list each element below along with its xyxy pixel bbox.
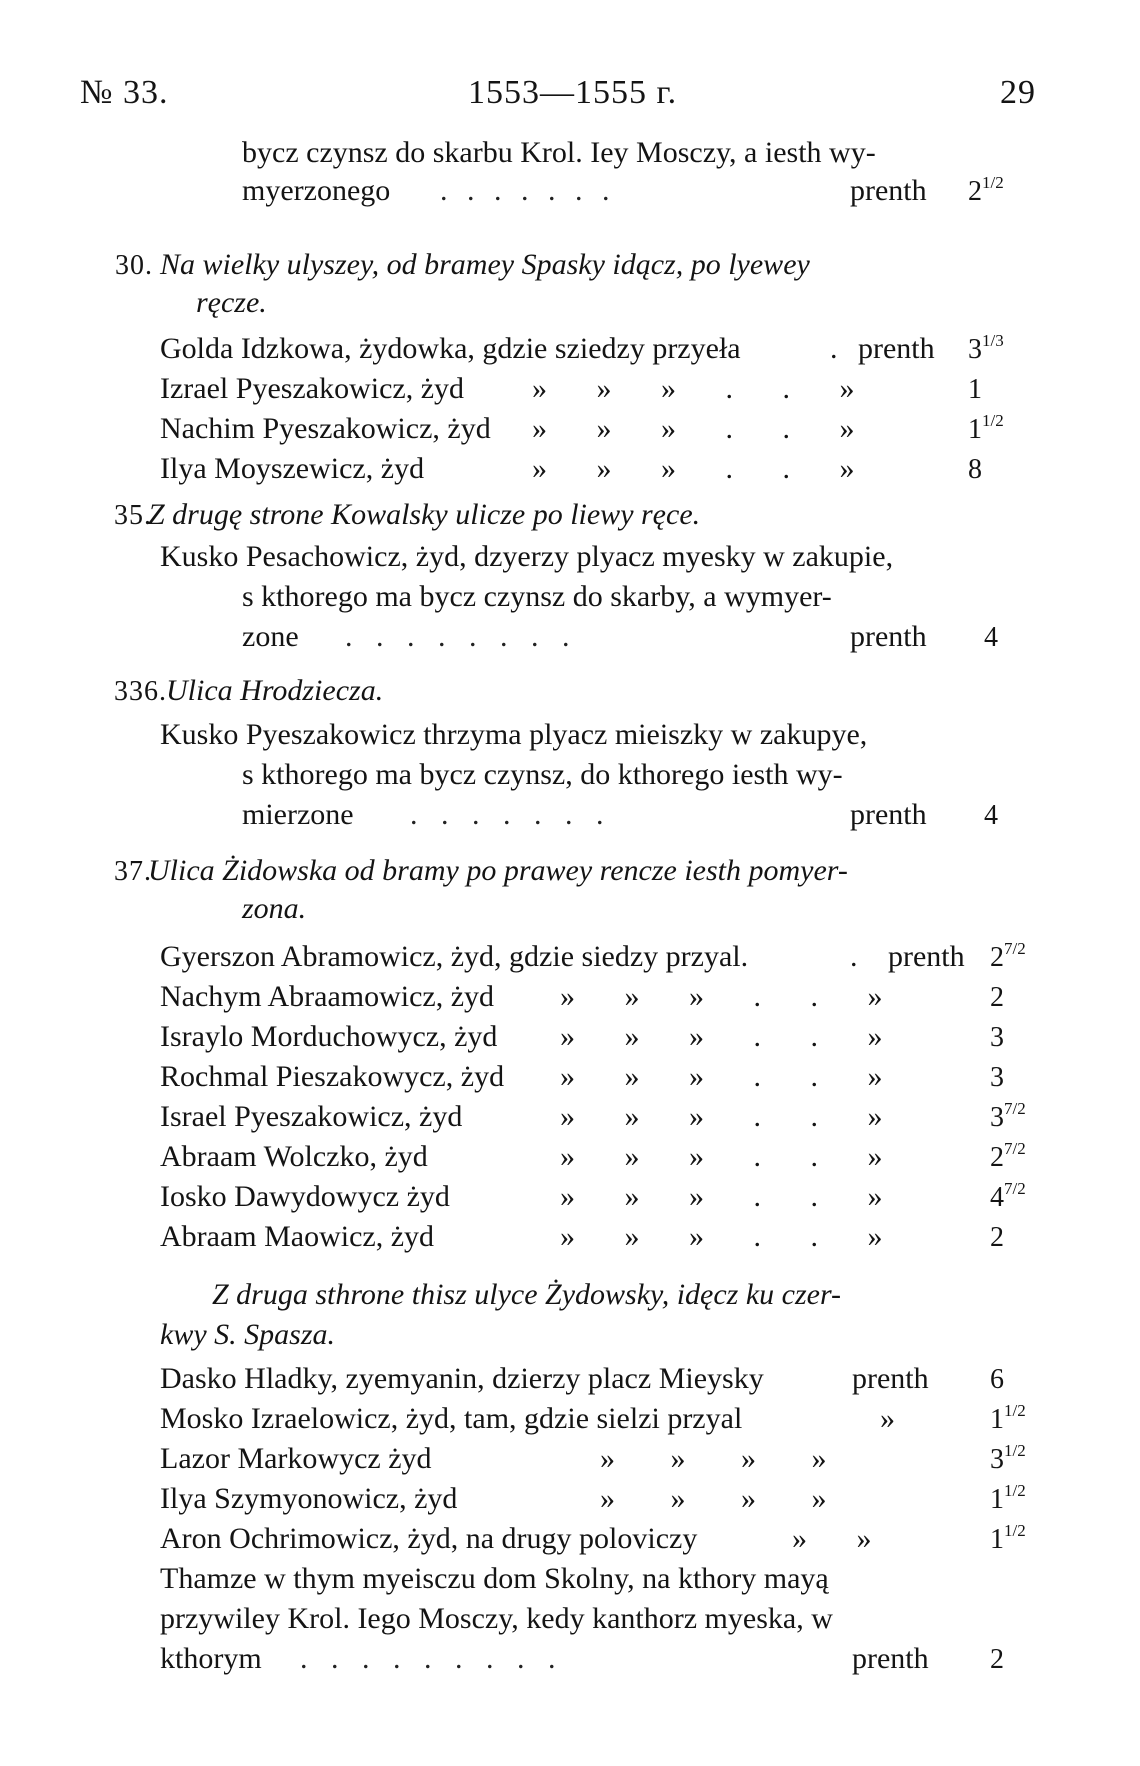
text-line: Abraam Wolczko, żyd bbox=[160, 1140, 428, 1173]
text-line: Dasko Hladky, zyemyanin, dzierzy placz Mieysky bbox=[160, 1362, 764, 1395]
text-line: Kusko Pesachowicz, żyd, dzyerzy plyacz myesky w zakupie, bbox=[160, 540, 894, 573]
ditto-marks: » » » » bbox=[600, 1442, 827, 1475]
ditto-marks: » » » » bbox=[600, 1482, 827, 1515]
amount: 2 bbox=[990, 982, 1004, 1013]
amount: 6 bbox=[990, 1364, 1004, 1395]
entry-number: 37. bbox=[114, 856, 152, 887]
ditto-marks: » bbox=[880, 1402, 895, 1435]
unit-label: prenth bbox=[888, 940, 965, 973]
amount: $2^{1/2}$ bbox=[968, 173, 1004, 207]
ditto-marks: » » » . . » bbox=[560, 1140, 883, 1173]
text-line: Lazor Markowycz żyd bbox=[160, 1442, 432, 1475]
ditto-marks: » » » . . » bbox=[532, 412, 855, 445]
text-line: Gyerszon Abramowicz, żyd, gdzie siedzy przyal. bbox=[160, 940, 749, 973]
entry-number: 336. bbox=[114, 676, 167, 707]
entry-number: 30. bbox=[115, 250, 153, 281]
text-line: Rochmal Pieszakowycz, żyd bbox=[160, 1060, 505, 1093]
ditto-marks: » » bbox=[792, 1522, 872, 1555]
text-line: s kthorego ma bycz czynsz, do kthorego iesth wy- bbox=[242, 758, 843, 791]
amount: $4^{7/2}$ bbox=[990, 1179, 1026, 1213]
amount: $1^{1/2}$ bbox=[990, 1481, 1026, 1515]
ditto-marks: » » » . . » bbox=[532, 372, 855, 405]
amount: 4 bbox=[984, 622, 998, 653]
text-line: Golda Idzkowa, żydowka, gdzie sziedzy przyeła bbox=[160, 332, 741, 365]
dot-leader: . . . . . . . . . bbox=[300, 1642, 564, 1675]
text-line: Ilya Szymyonowicz, żyd bbox=[160, 1482, 458, 1515]
text-line: Thamze w thym myeisczu dom Skolny, na kthory mayą bbox=[160, 1562, 829, 1595]
unit-label: prenth bbox=[852, 1362, 929, 1395]
text-line: Israylo Morduchowycz, żyd bbox=[160, 1020, 498, 1053]
text-line: bycz czynsz do skarbu Krol. Iey Mosczy, a iesth wy- bbox=[242, 136, 876, 169]
ditto-marks: » » » . . » bbox=[560, 1220, 883, 1253]
amount: 2 bbox=[990, 1644, 1004, 1675]
amount: $3^{7/2}$ bbox=[990, 1099, 1026, 1133]
text-line: Nachym Abraamowicz, żyd bbox=[160, 980, 495, 1013]
amount: 3 bbox=[990, 1062, 1004, 1093]
text-line: mierzone bbox=[242, 798, 354, 831]
dot-leader: . . . . . . . bbox=[440, 174, 616, 207]
text-line: Izrael Pyeszakowicz, żyd bbox=[160, 372, 465, 405]
amount: $2^{7/2}$ bbox=[990, 1139, 1026, 1173]
ditto-marks: » » » . . » bbox=[560, 1020, 883, 1053]
text-line: zone bbox=[242, 620, 299, 653]
amount: $1^{1/2}$ bbox=[990, 1521, 1026, 1555]
unit-label: prenth bbox=[850, 174, 927, 207]
amount: $1^{1/2}$ bbox=[968, 411, 1004, 445]
amount: $3^{1/2}$ bbox=[990, 1441, 1026, 1475]
text-line: Ilya Moyszewicz, żyd bbox=[160, 452, 425, 485]
text-line: Nachim Pyeszakowicz, żyd bbox=[160, 412, 491, 445]
ditto-marks: » » » . . » bbox=[560, 1180, 883, 1213]
amount: $2^{7/2}$ bbox=[990, 939, 1026, 973]
unit-label: prenth bbox=[852, 1642, 929, 1675]
amount: $1^{1/2}$ bbox=[990, 1401, 1026, 1435]
section-heading: kwy S. Spasza. bbox=[160, 1318, 335, 1351]
section-heading: Ulica Żidowska od bramy po prawey rencze iesth pomyer- bbox=[148, 854, 848, 887]
amount: 2 bbox=[990, 1222, 1004, 1253]
dot-leader: . . . . . . . bbox=[410, 798, 612, 831]
dot-leader: . bbox=[850, 940, 858, 973]
amount: 1 bbox=[968, 374, 982, 405]
ditto-marks: » » » . . » bbox=[560, 1060, 883, 1093]
section-heading: zona. bbox=[242, 892, 307, 925]
text-line: Kusko Pyeszakowicz thrzyma plyacz mieiszky w zakupye, bbox=[160, 718, 868, 751]
document-number: № 33. bbox=[80, 74, 169, 111]
amount: $3^{1/3}$ bbox=[968, 331, 1004, 365]
ditto-marks: » » » . . » bbox=[560, 1100, 883, 1133]
text-line: kthorym bbox=[160, 1642, 262, 1675]
text-line: Mosko Izraelowicz, żyd, tam, gdzie sielzi przyal bbox=[160, 1402, 743, 1435]
text-line: s kthorego ma bycz czynsz do skarby, a wymyer- bbox=[242, 580, 832, 613]
amount: 3 bbox=[990, 1022, 1004, 1053]
page-number: 29 bbox=[1000, 74, 1036, 111]
section-heading: Ulica Hrodziecza. bbox=[166, 674, 384, 707]
ditto-marks: » » » . . » bbox=[532, 452, 855, 485]
section-heading: Z druga sthrone thisz ulyce Żydowsky, idęcz ku czer- bbox=[212, 1278, 842, 1311]
text-line: Aron Ochrimowicz, żyd, na drugy poloviczy bbox=[160, 1522, 698, 1555]
unit-label: prenth bbox=[850, 620, 927, 653]
dot-leader: . . . . . . . . bbox=[345, 620, 578, 653]
section-heading: Na wielky ulyszey, od bramey Spasky idącz, po lyewey bbox=[160, 248, 810, 281]
date-range: 1553—1555 г. bbox=[468, 74, 678, 111]
unit-label: prenth bbox=[858, 332, 935, 365]
section-heading: Z drugę strone Kowalsky ulicze po liewy ręce. bbox=[148, 498, 701, 531]
text-line: przywiley Krol. Iego Mosczy, kedy kanthorz myeska, w bbox=[160, 1602, 833, 1635]
amount: 4 bbox=[984, 800, 998, 831]
section-heading: ręcze. bbox=[196, 286, 267, 319]
text-line: Israel Pyeszakowicz, żyd bbox=[160, 1100, 463, 1133]
amount: 8 bbox=[968, 454, 982, 485]
entry-number: 35. bbox=[114, 500, 152, 531]
dot-leader: . bbox=[830, 332, 838, 365]
ditto-marks: » » » . . » bbox=[560, 980, 883, 1013]
text-line: Abraam Maowicz, żyd bbox=[160, 1220, 435, 1253]
unit-label: prenth bbox=[850, 798, 927, 831]
text-line: Iosko Dawydowycz żyd bbox=[160, 1180, 450, 1213]
text-line: myerzonego bbox=[242, 174, 391, 207]
